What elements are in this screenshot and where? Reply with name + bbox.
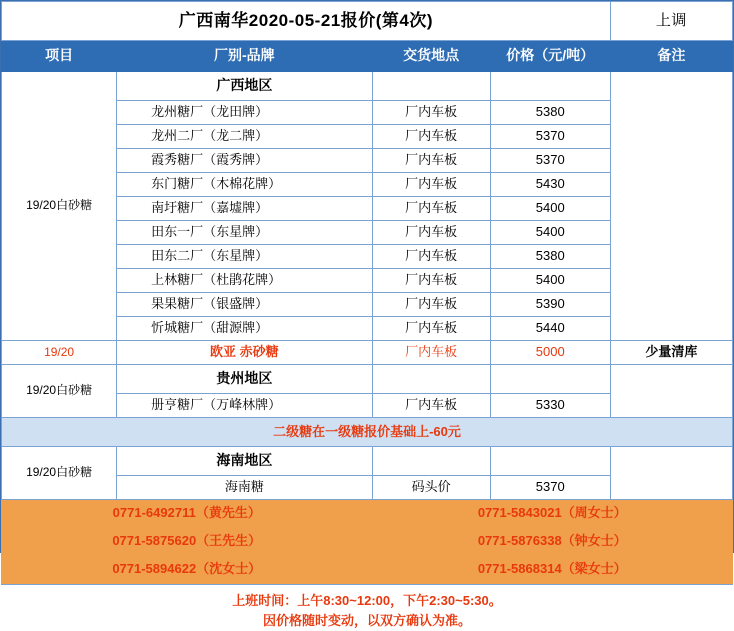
- delivery-place: 码头价: [372, 476, 490, 500]
- delivery-place: 厂内车板: [372, 394, 490, 418]
- delivery-place: 厂内车板: [372, 221, 490, 245]
- remark-hainan: [610, 447, 732, 500]
- remark-value: 少量清库: [610, 341, 732, 365]
- brand-name: 忻城糖厂（甜源牌）: [117, 317, 372, 341]
- price-table: [1, 1, 733, 584]
- delivery-place: 厂内车板: [372, 173, 490, 197]
- table-header-row: [2, 41, 733, 72]
- contact-left[interactable]: 0771-6492711（黄先生）: [2, 500, 373, 528]
- brand-name: 田东一厂（东星牌）: [117, 221, 372, 245]
- brand-name: 海南糖: [117, 476, 372, 500]
- delivery-place: 厂内车板: [372, 245, 490, 269]
- brand-name: 田东二厂（东星牌）: [117, 245, 372, 269]
- price-value: 5370: [490, 149, 610, 173]
- brand-name: 果果糖厂（银盛牌）: [117, 293, 372, 317]
- page-title: 广西南华2020-05-21报价(第4次): [2, 2, 611, 41]
- empty-cell: [490, 447, 610, 476]
- delivery-place: 厂内车板: [372, 341, 490, 365]
- region-label-guangxi: 广西地区: [117, 72, 372, 101]
- delivery-place: 厂内车板: [372, 269, 490, 293]
- brand-name: 欧亚 赤砂糖: [117, 341, 372, 365]
- contact-left[interactable]: 0771-5894622（沈女士）: [2, 556, 373, 584]
- brand-name: 南圩糖厂（嘉墟牌）: [117, 197, 372, 221]
- brand-name: 册亨糖厂（万峰林牌）: [117, 394, 372, 418]
- category-label: 19/20: [2, 341, 117, 365]
- price-value: 5430: [490, 173, 610, 197]
- delivery-place: 厂内车板: [372, 125, 490, 149]
- contact-row: [2, 556, 733, 584]
- region-label-guizhou: 贵州地区: [117, 365, 372, 394]
- contact-row: [2, 528, 733, 556]
- empty-cell: [372, 72, 490, 101]
- delivery-place: 厂内车板: [372, 293, 490, 317]
- empty-cell: [490, 72, 610, 101]
- delivery-place: 厂内车板: [372, 317, 490, 341]
- contact-row: [2, 500, 733, 528]
- footer-line-1: 上班时间：上午8:30~12:00，下午2:30~5:30。: [232, 593, 502, 608]
- title-status: 上调: [610, 2, 732, 41]
- region-row-guizhou: [2, 365, 733, 394]
- band-note: 二级糖在一级糖报价基础上-60元: [2, 418, 733, 447]
- header-delivery: 交货地点: [372, 41, 490, 72]
- category-hainan: 19/20白砂糖: [2, 447, 117, 500]
- brand-name: 上林糖厂（杜鹃花牌）: [117, 269, 372, 293]
- contact-left[interactable]: 0771-5875620（王先生）: [2, 528, 373, 556]
- region-row-hainan: [2, 447, 733, 476]
- delivery-place: 厂内车板: [372, 101, 490, 125]
- region-row-guangxi: [2, 72, 733, 101]
- price-value: 5380: [490, 245, 610, 269]
- header-item: 项目: [2, 41, 117, 72]
- delivery-place: 厂内车板: [372, 197, 490, 221]
- price-value: 5400: [490, 221, 610, 245]
- price-value: 5000: [490, 341, 610, 365]
- empty-cell: [372, 365, 490, 394]
- category-guizhou: 19/20白砂糖: [2, 365, 117, 418]
- remark-guangxi: [610, 72, 732, 341]
- remark-guizhou: [610, 365, 732, 418]
- title-row: [2, 2, 733, 41]
- category-guangxi: 19/20白砂糖: [2, 72, 117, 341]
- region-label-hainan: 海南地区: [117, 447, 372, 476]
- band-note-row: [2, 418, 733, 447]
- price-value: 5440: [490, 317, 610, 341]
- empty-cell: [372, 447, 490, 476]
- contact-right[interactable]: 0771-5868314（梁女士）: [372, 556, 733, 584]
- price-value: 5390: [490, 293, 610, 317]
- price-value: 5400: [490, 269, 610, 293]
- price-value: 5400: [490, 197, 610, 221]
- brand-name: 东门糖厂（木棉花牌）: [117, 173, 372, 197]
- footer-notes: [1, 584, 733, 631]
- delivery-place: 厂内车板: [372, 149, 490, 173]
- contact-right[interactable]: 0771-5876338（钟女士）: [372, 528, 733, 556]
- price-value: 5330: [490, 394, 610, 418]
- empty-cell: [490, 365, 610, 394]
- brand-name: 龙州糖厂（龙田牌）: [117, 101, 372, 125]
- header-brand: 厂别-品牌: [117, 41, 372, 72]
- header-price: 价格（元/吨）: [490, 41, 610, 72]
- price-value: 5370: [490, 125, 610, 149]
- table-row-highlight: [2, 341, 733, 365]
- brand-name: 龙州二厂（龙二牌）: [117, 125, 372, 149]
- price-value: 5380: [490, 101, 610, 125]
- contact-right[interactable]: 0771-5843021（周女士）: [372, 500, 733, 528]
- price-value: 5370: [490, 476, 610, 500]
- header-remark: 备注: [610, 41, 732, 72]
- brand-name: 霞秀糖厂（霞秀牌）: [117, 149, 372, 173]
- footer-line-2: 因价格随时变动，以双方确认为准。: [262, 613, 471, 629]
